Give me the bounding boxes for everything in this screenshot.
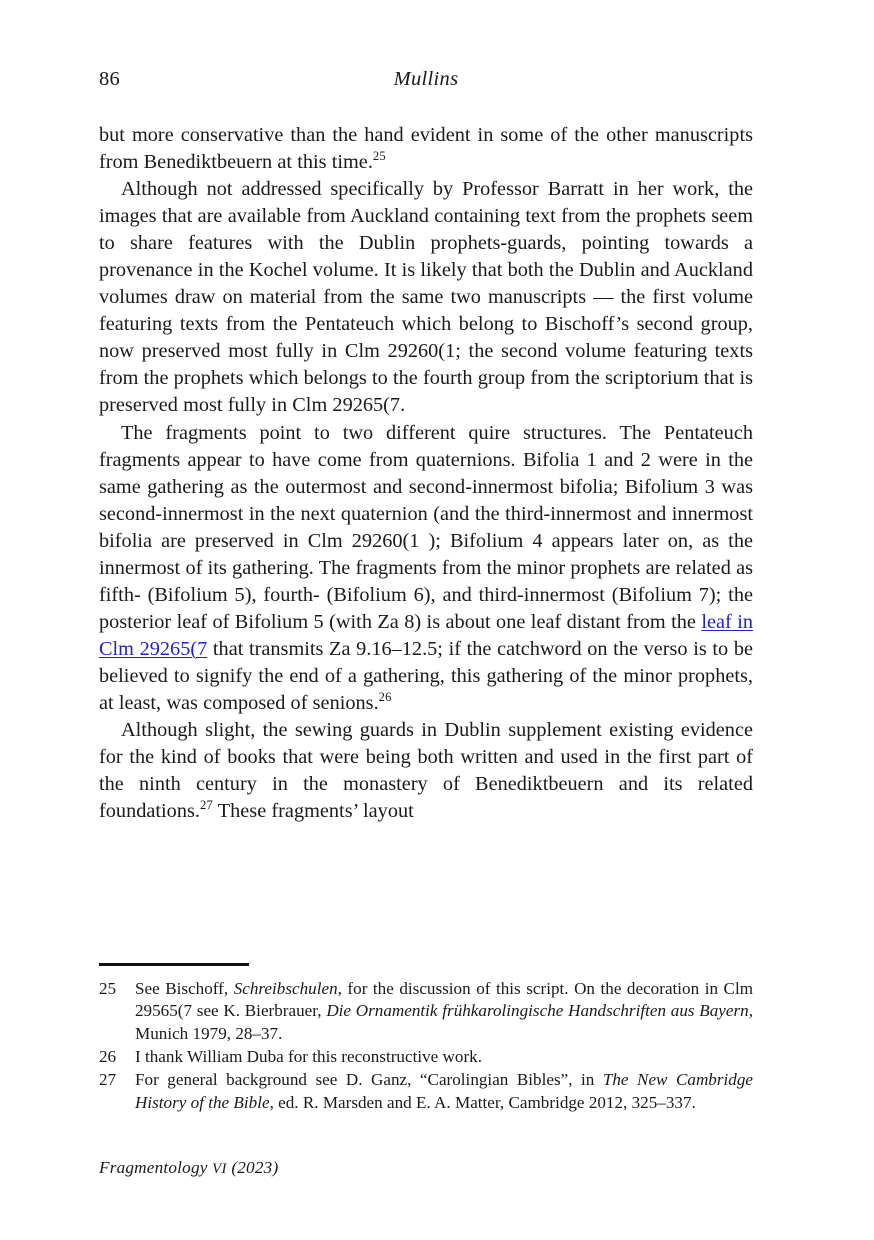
footnote-text: I thank William Duba for this reconstructive work.	[135, 1046, 482, 1066]
footnote-number[interactable]: 26	[99, 1046, 117, 1066]
paragraph-4	[99, 717, 753, 825]
footnotes-section	[99, 963, 753, 1115]
footnote-text: , ed. R. Marsden and E. A. Matter, Cambridge 2012, 325–337.	[269, 1092, 696, 1112]
page-text-block	[99, 0, 753, 1240]
running-head-title: Mullins	[393, 68, 459, 90]
footnote-title-italic: Die Ornamentik frühkarolingische Handschriften aus Bayern	[326, 1001, 749, 1021]
footnote-title-italic: The New Cambridge History of the Bible	[135, 1069, 754, 1112]
footnote-text: , for the discussion of this script. On the decoration in Clm 29565(7 see K. Bierbrauer,	[135, 978, 754, 1021]
footnote-number[interactable]: 27	[99, 1069, 117, 1089]
body-text	[99, 122, 753, 825]
paragraph-1-text: but more conservative than the hand evident in some of the other manuscripts from Benediktbeuern at this time.	[99, 124, 753, 174]
running-head	[99, 68, 753, 98]
footnote-item	[99, 1069, 753, 1114]
footnote-text: , Munich 1979, 28–37.	[135, 1001, 754, 1043]
footnote-ref-26[interactable]: 26	[378, 690, 392, 705]
footnote-separator-rule	[99, 963, 249, 966]
paragraph-3-part-2: that transmits Za 9.16–12.5; if the catchword on the verso is to be believed to signify the end of a gathering, this gathering of the minor prophets, at least, was composed of senions.	[99, 637, 753, 714]
paragraph-3-part-1: The fragments point to two different quire structures. The Pentateuch fragments appear to have come from quaternions. Bifolia 1 and 2 were in the same gathering as the outermost and second-innermost bifolia; Bifolium 3 was second-innermost in the next quaternion (and the third-innermost and innermost bifolia are preserved in Clm 29260(1 ); Bifolium 4 appears later on, as the innermost of its gathering. The fragments from the minor prophets are related as fifth- (Bifolium 5), fourth- (Bifolium 6), and third-innermost (Bifolium 7); the posterior leaf of Bifolium 5 (with Za 8) is about one leaf distant from the	[99, 421, 753, 633]
footnote-list	[99, 978, 753, 1115]
footnote-text: For general background see D. Ganz, “Carolingian Bibles”, in	[135, 1069, 603, 1089]
footer-journal-title: Fragmentology	[99, 1158, 208, 1177]
manuscript-link[interactable]: leaf in Clm 29265(7	[99, 610, 753, 660]
footnote-text: See Bischoff,	[135, 978, 234, 998]
footnote-ref-27[interactable]: 27	[199, 798, 213, 813]
paragraph-4-part-2: These fragments’ layout	[212, 800, 414, 823]
page-number: 86	[99, 68, 120, 90]
paragraph-4-part-1: Although slight, the sewing guards in Dublin supplement existing evidence for the kind of books that were being both written and used in the first part of the ninth century in the monastery of Benediktbeuern and its related foundations.	[99, 719, 753, 823]
footnote-number[interactable]: 25	[99, 978, 117, 998]
footer-year: (2023)	[231, 1158, 279, 1177]
paragraph-continuation	[99, 122, 753, 176]
footnote-item	[99, 1046, 753, 1069]
footnote-ref-25[interactable]: 25	[372, 149, 386, 164]
footnote-title-italic: Schreibschulen	[233, 978, 338, 998]
page-footer	[99, 1158, 753, 1178]
paragraph-2: Although not addressed specifically by Professor Barratt in her work, the images that are available from Auckland containing text from the prophets seem to share features with the Dublin prophets-guards, pointing towards a provenance in the Kochel volume. It is likely that both the Dublin and Auckland volumes draw on material from the same two manuscripts — the first volume featuring texts from the Pentateuch which belong to Bischoff’s second group, now preserved most fully in Clm 29260(1; the second volume featuring texts from the prophets which belongs to the fourth group from the scriptorium that is preserved most fully in Clm 29265(7.	[99, 178, 753, 417]
footnote-item	[99, 978, 753, 1046]
footer-volume: VI	[212, 1161, 227, 1177]
paragraph-3	[99, 420, 753, 718]
